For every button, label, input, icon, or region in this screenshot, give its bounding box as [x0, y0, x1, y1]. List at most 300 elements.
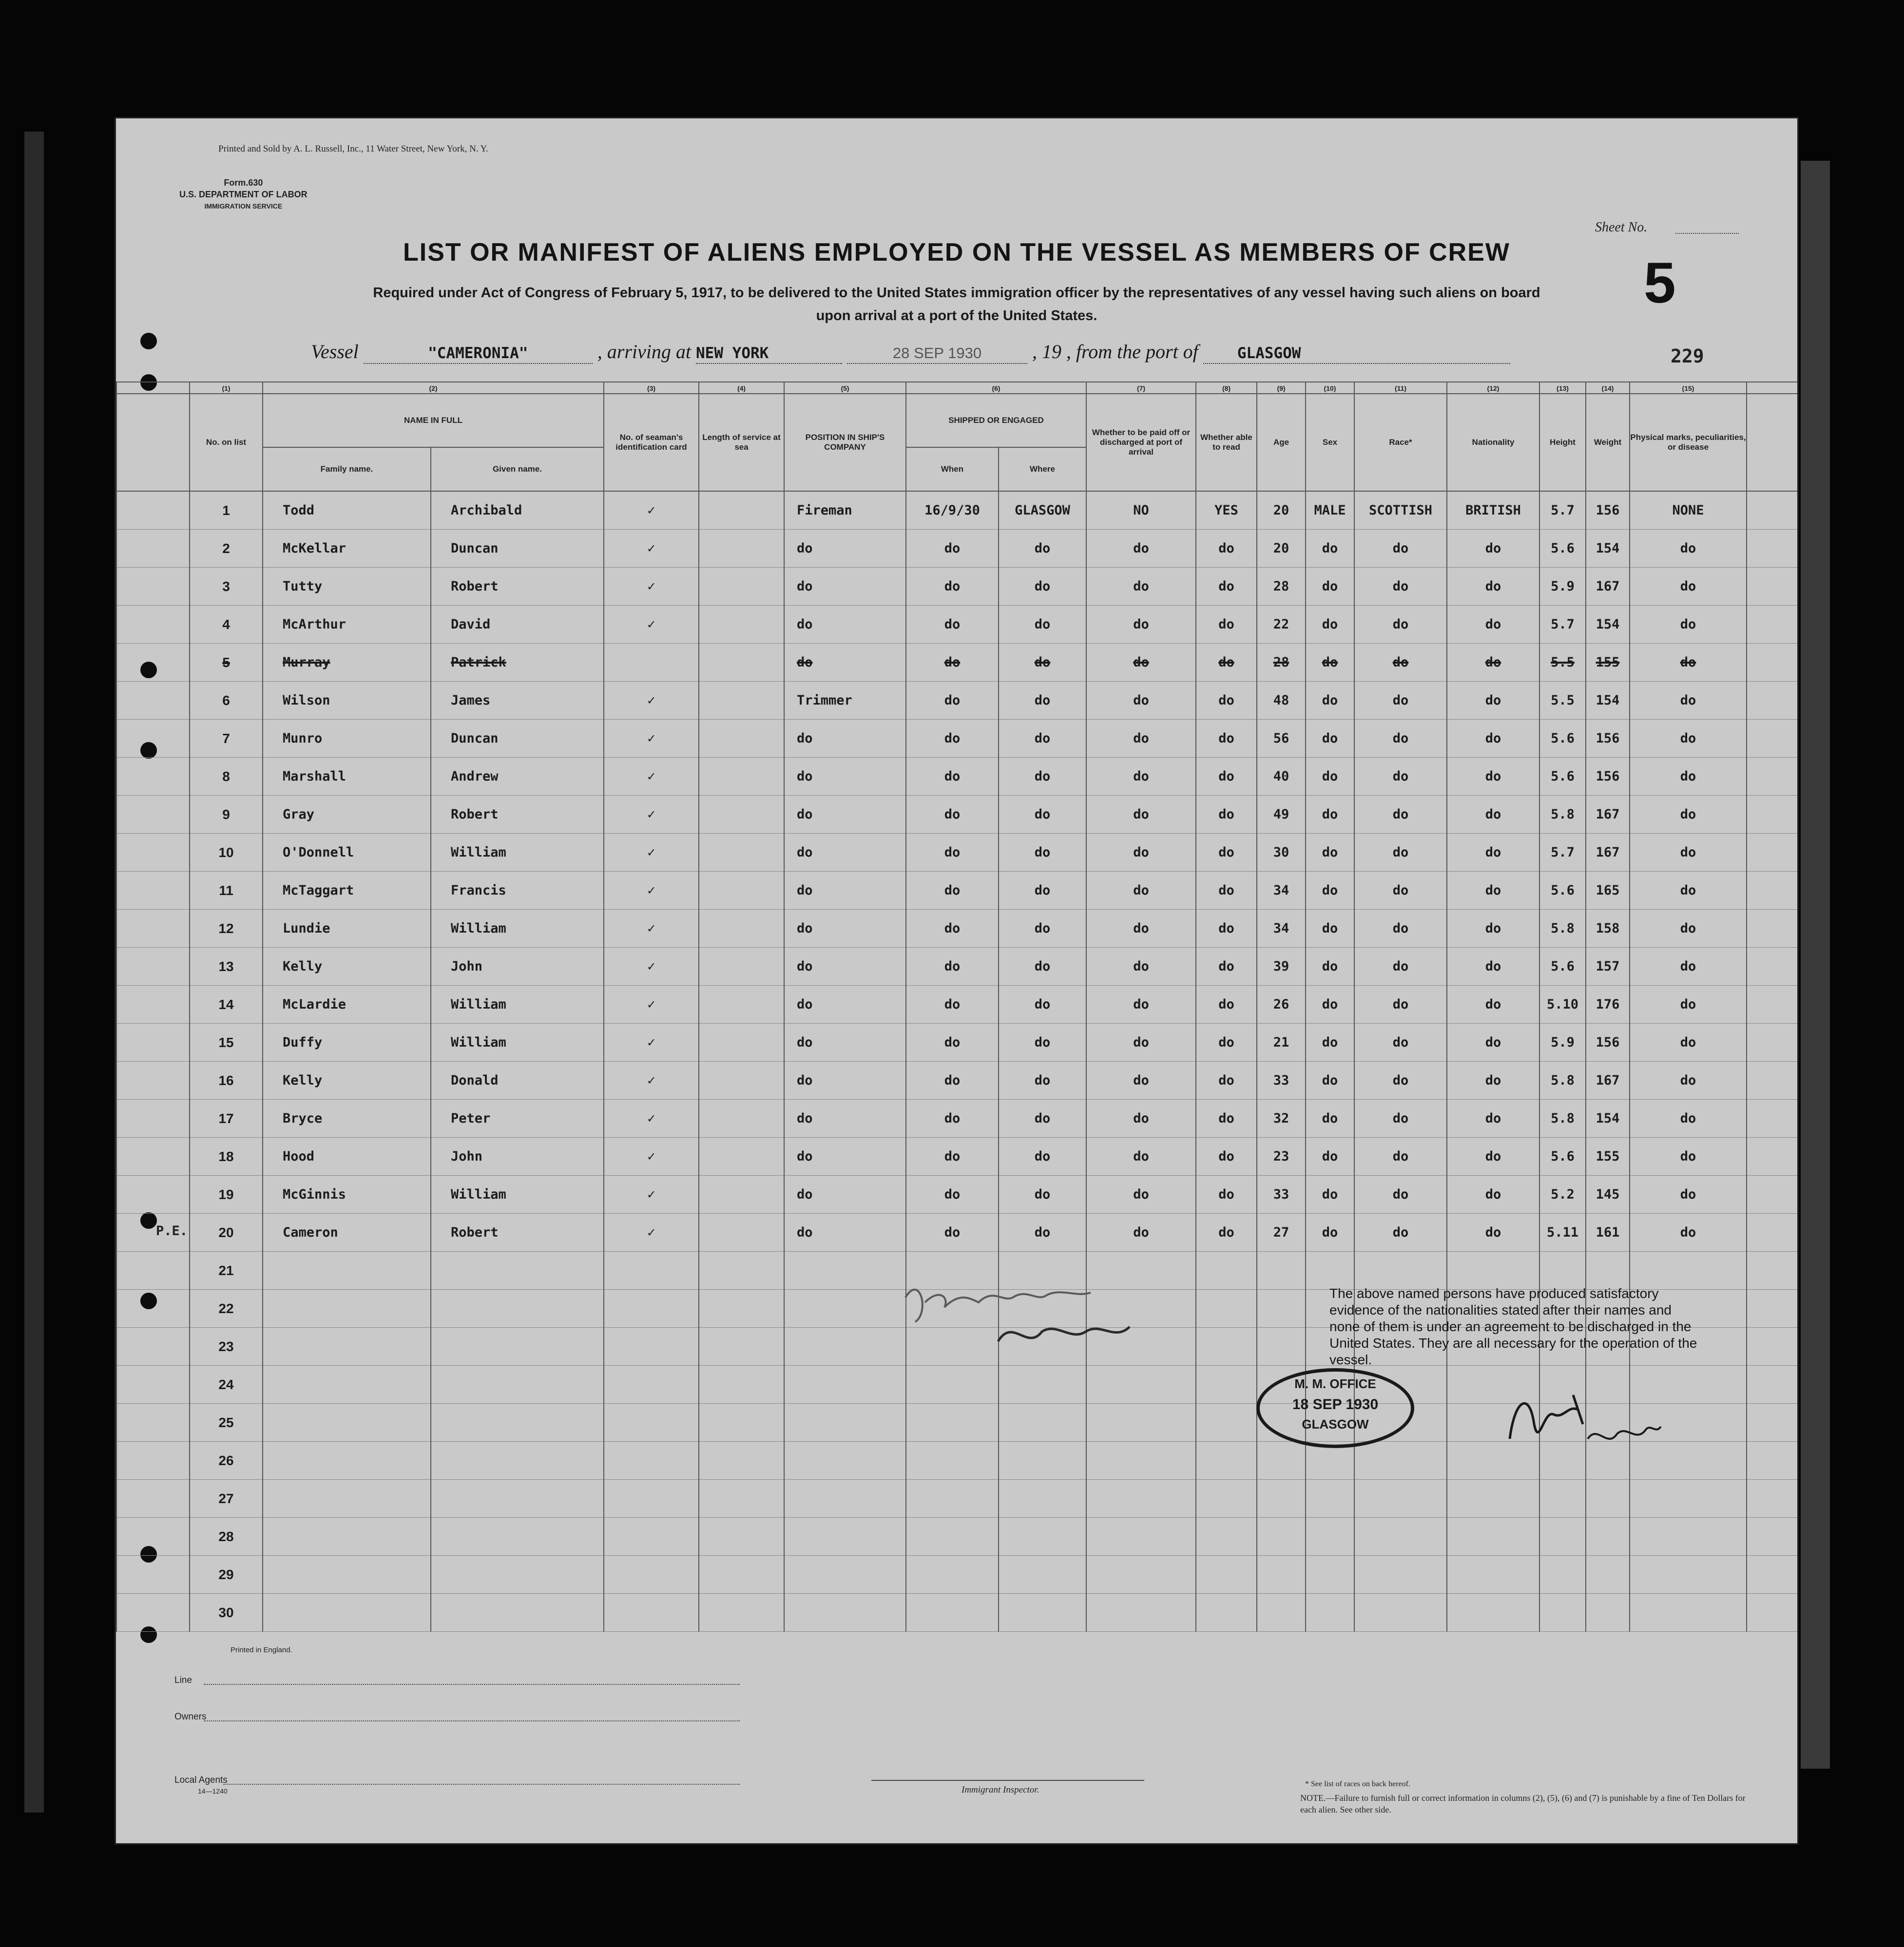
given-name-cell: Peter: [431, 1100, 604, 1138]
inspector-signature-graphic: [901, 1268, 1154, 1356]
margin-cell: [1747, 872, 1798, 910]
height-cell: 5.8: [1539, 796, 1586, 834]
family-name-cell: [263, 1442, 431, 1480]
margin-cell: [1747, 1214, 1798, 1252]
family-name-cell: Hood: [263, 1138, 431, 1176]
header-family-name: Family name.: [263, 447, 431, 491]
race-cell: SCOTTISH: [1354, 491, 1447, 530]
physical-marks-cell: do: [1630, 1024, 1747, 1062]
table-row: [116, 910, 1798, 948]
able-to-read-cell: do: [1196, 986, 1257, 1024]
position-cell: [784, 1594, 906, 1632]
agents-field: [223, 1784, 740, 1785]
shipped-where-cell: [999, 1404, 1086, 1442]
id-card-check-cell: ✓: [604, 1100, 699, 1138]
weight-cell: 158: [1586, 910, 1630, 948]
sex-cell: [1306, 1594, 1354, 1632]
row-number-cell: 9: [190, 796, 263, 834]
length-of-service-cell: [699, 1100, 784, 1138]
col-num-11: (11): [1354, 382, 1447, 394]
header-length-service: Length of service at sea: [699, 394, 784, 491]
length-of-service-cell: [699, 1024, 784, 1062]
margin-cell: [1747, 1100, 1798, 1138]
margin-cell: [1747, 1328, 1798, 1366]
id-card-check-cell: ✓: [604, 796, 699, 834]
given-name-cell: John: [431, 948, 604, 986]
weight-cell: [1586, 1252, 1630, 1290]
paid-off-cell: NO: [1086, 491, 1196, 530]
margin-cell: [116, 720, 190, 758]
paid-off-cell: do: [1086, 1062, 1196, 1100]
age-cell: 34: [1257, 872, 1306, 910]
age-cell: 40: [1257, 758, 1306, 796]
paid-off-cell: do: [1086, 682, 1196, 720]
race-cell: [1354, 1480, 1447, 1518]
header-able-read: Whether able to read: [1196, 394, 1257, 491]
margin-cell: [1747, 1556, 1798, 1594]
page-number: 229: [1671, 345, 1704, 367]
id-card-check-cell: [604, 1518, 699, 1556]
row-number-cell: 14: [190, 986, 263, 1024]
row-number-cell: 6: [190, 682, 263, 720]
id-card-check-cell: [604, 1366, 699, 1404]
header-spacer: [116, 382, 190, 394]
able-to-read-cell: do: [1196, 1024, 1257, 1062]
paid-off-cell: do: [1086, 1100, 1196, 1138]
able-to-read-cell: do: [1196, 1062, 1257, 1100]
margin-cell: [1747, 948, 1798, 986]
nationality-cell: do: [1447, 606, 1539, 644]
nationality-cell: do: [1447, 1214, 1539, 1252]
header-position: POSITION IN SHIP'S COMPANY: [784, 394, 906, 491]
family-name-cell: [263, 1556, 431, 1594]
header-shipped: SHIPPED OR ENGAGED: [906, 394, 1086, 447]
length-of-service-cell: [699, 796, 784, 834]
height-cell: 5.7: [1539, 606, 1586, 644]
pe-mark: P.E.: [156, 1223, 188, 1239]
family-name-cell: Duffy: [263, 1024, 431, 1062]
header-where: Where: [999, 447, 1086, 491]
margin-cell: [1747, 1404, 1798, 1442]
nationality-cell: do: [1447, 1138, 1539, 1176]
paid-off-cell: do: [1086, 530, 1196, 568]
margin-cell: [116, 1100, 190, 1138]
header-height: Height: [1539, 394, 1586, 491]
able-to-read-cell: YES: [1196, 491, 1257, 530]
family-name-cell: [263, 1252, 431, 1290]
race-cell: do: [1354, 682, 1447, 720]
margin-cell: [116, 644, 190, 682]
paid-off-cell: do: [1086, 1024, 1196, 1062]
department-name: U.S. DEPARTMENT OF LABOR: [179, 190, 308, 199]
length-of-service-cell: [699, 1176, 784, 1214]
margin-cell: [116, 834, 190, 872]
able-to-read-cell: do: [1196, 1138, 1257, 1176]
line-field: [204, 1684, 740, 1685]
length-of-service-cell: [699, 644, 784, 682]
given-name-cell: Andrew: [431, 758, 604, 796]
table-row: [116, 720, 1798, 758]
physical-marks-cell: do: [1630, 910, 1747, 948]
row-number-cell: 3: [190, 568, 263, 606]
race-cell: do: [1354, 834, 1447, 872]
paid-off-cell: do: [1086, 872, 1196, 910]
row-number-cell: 25: [190, 1404, 263, 1442]
row-number-cell: 21: [190, 1252, 263, 1290]
printer-imprint: Printed and Sold by A. L. Russell, Inc., 11 Water Street, New York, N. Y.: [218, 144, 488, 154]
races-note: * See list of races on back hereof.: [1305, 1780, 1410, 1788]
margin-cell: [1747, 1366, 1798, 1404]
family-name-cell: [263, 1404, 431, 1442]
manifest-sheet: [115, 117, 1799, 1845]
shipped-when-cell: do: [906, 986, 999, 1024]
family-name-cell: Murray: [263, 644, 431, 682]
shipped-where-cell: [999, 1442, 1086, 1480]
header-race: Race*: [1354, 394, 1447, 491]
margin-cell: [1747, 682, 1798, 720]
vessel-line: [311, 340, 1510, 364]
shipped-when-cell: do: [906, 948, 999, 986]
margin-cell: [1747, 720, 1798, 758]
age-cell: 49: [1257, 796, 1306, 834]
margin-cell: [116, 796, 190, 834]
sex-cell: do: [1306, 1214, 1354, 1252]
paid-off-cell: do: [1086, 1138, 1196, 1176]
physical-marks-cell: do: [1630, 1062, 1747, 1100]
paid-off-cell: do: [1086, 1214, 1196, 1252]
margin-cell: [1747, 606, 1798, 644]
family-name-cell: McGinnis: [263, 1176, 431, 1214]
nationality-cell: BRITISH: [1447, 491, 1539, 530]
position-cell: do: [784, 796, 906, 834]
able-to-read-cell: [1196, 1594, 1257, 1632]
header-no-on-list: No. on list: [190, 394, 263, 491]
row-number-cell: 8: [190, 758, 263, 796]
age-cell: 28: [1257, 568, 1306, 606]
printed-in-england: Printed in England.: [231, 1646, 292, 1654]
weight-cell: 167: [1586, 568, 1630, 606]
nationality-cell: do: [1447, 682, 1539, 720]
length-of-service-cell: [699, 758, 784, 796]
family-name-cell: Kelly: [263, 948, 431, 986]
age-cell: 26: [1257, 986, 1306, 1024]
age-cell: 33: [1257, 1062, 1306, 1100]
length-of-service-cell: [699, 1594, 784, 1632]
sex-cell: do: [1306, 1062, 1354, 1100]
physical-marks-cell: do: [1630, 758, 1747, 796]
age-cell: 27: [1257, 1214, 1306, 1252]
length-of-service-cell: [699, 948, 784, 986]
margin-cell: [1747, 1252, 1798, 1290]
length-of-service-cell: [699, 1252, 784, 1290]
col-num-8: (8): [1196, 382, 1257, 394]
arrival-date: 28 SEP 1930: [892, 344, 982, 362]
age-cell: [1257, 1442, 1306, 1480]
given-name-cell: William: [431, 834, 604, 872]
row-number-cell: 20: [190, 1214, 263, 1252]
table-row: [116, 1214, 1798, 1252]
sex-cell: [1306, 1252, 1354, 1290]
given-name-cell: [431, 1366, 604, 1404]
race-cell: do: [1354, 1138, 1447, 1176]
race-cell: do: [1354, 1100, 1447, 1138]
id-card-check-cell: ✓: [604, 948, 699, 986]
physical-marks-cell: do: [1630, 530, 1747, 568]
sex-cell: do: [1306, 1176, 1354, 1214]
height-cell: 5.9: [1539, 568, 1586, 606]
height-cell: [1539, 1556, 1586, 1594]
race-cell: do: [1354, 1024, 1447, 1062]
row-number-cell: 16: [190, 1062, 263, 1100]
age-cell: [1257, 1594, 1306, 1632]
col-num-13: (13): [1539, 382, 1586, 394]
vessel-name: "CAMERONIA": [428, 344, 528, 362]
table-row: [116, 1176, 1798, 1214]
physical-marks-cell: do: [1630, 834, 1747, 872]
given-name-cell: Duncan: [431, 720, 604, 758]
row-number-cell: 30: [190, 1594, 263, 1632]
margin-cell: [116, 1404, 190, 1442]
id-card-check-cell: ✓: [604, 1062, 699, 1100]
paid-off-cell: do: [1086, 910, 1196, 948]
race-cell: [1354, 1442, 1447, 1480]
given-name-cell: [431, 1328, 604, 1366]
margin-cell: [116, 872, 190, 910]
id-card-check-cell: [604, 1328, 699, 1366]
given-name-cell: [431, 1252, 604, 1290]
shipped-where-cell: do: [999, 644, 1086, 682]
weight-cell: 165: [1586, 872, 1630, 910]
margin-cell: [116, 1594, 190, 1632]
able-to-read-cell: [1196, 1442, 1257, 1480]
stamp-bottom: GLASGOW: [1302, 1417, 1369, 1432]
able-to-read-cell: do: [1196, 606, 1257, 644]
family-name-cell: Lundie: [263, 910, 431, 948]
sex-cell: do: [1306, 796, 1354, 834]
nationality-cell: do: [1447, 796, 1539, 834]
length-of-service-cell: [699, 568, 784, 606]
id-card-check-cell: ✓: [604, 1176, 699, 1214]
weight-cell: 157: [1586, 948, 1630, 986]
nationality-cell: do: [1447, 758, 1539, 796]
arriving-label: , arriving at: [597, 341, 691, 363]
table-row: [116, 872, 1798, 910]
shipped-where-cell: [999, 1556, 1086, 1594]
physical-marks-cell: do: [1630, 1214, 1747, 1252]
margin-cell: [116, 568, 190, 606]
position-cell: do: [784, 834, 906, 872]
sex-cell: do: [1306, 606, 1354, 644]
row-number-cell: 29: [190, 1556, 263, 1594]
header-id-card: No. of seaman's identification card: [604, 394, 699, 491]
weight-cell: 154: [1586, 606, 1630, 644]
margin-cell: [1747, 986, 1798, 1024]
shipped-when-cell: [906, 1480, 999, 1518]
family-name-cell: McTaggart: [263, 872, 431, 910]
given-name-cell: [431, 1518, 604, 1556]
shipped-when-cell: do: [906, 1062, 999, 1100]
family-name-cell: [263, 1328, 431, 1366]
margin-cell: [1747, 796, 1798, 834]
id-card-check-cell: ✓: [604, 530, 699, 568]
family-name-cell: Munro: [263, 720, 431, 758]
margin-cell: [1747, 1518, 1798, 1556]
row-number-cell: 24: [190, 1366, 263, 1404]
shipped-when-cell: do: [906, 1138, 999, 1176]
height-cell: 5.10: [1539, 986, 1586, 1024]
given-name-cell: Robert: [431, 568, 604, 606]
able-to-read-cell: [1196, 1252, 1257, 1290]
penalty-note: NOTE.—Failure to furnish full or correct information in columns (2), (5), (6) and (7) is punishable by a fine of Ten Dollars for each alien. See other side.: [1300, 1793, 1746, 1814]
margin-cell: [116, 1138, 190, 1176]
family-name-cell: [263, 1594, 431, 1632]
table-row: [116, 530, 1798, 568]
margin-cell: [1747, 758, 1798, 796]
id-card-check-cell: ✓: [604, 682, 699, 720]
length-of-service-cell: [699, 834, 784, 872]
given-name-cell: [431, 1290, 604, 1328]
sex-cell: MALE: [1306, 491, 1354, 530]
id-card-check-cell: ✓: [604, 1024, 699, 1062]
family-name-cell: Wilson: [263, 682, 431, 720]
able-to-read-cell: do: [1196, 720, 1257, 758]
sex-cell: do: [1306, 720, 1354, 758]
shipped-when-cell: 16/9/30: [906, 491, 999, 530]
race-cell: do: [1354, 568, 1447, 606]
row-number-cell: 2: [190, 530, 263, 568]
margin-cell: [116, 1328, 190, 1366]
owners-field: [204, 1720, 740, 1721]
age-cell: 34: [1257, 910, 1306, 948]
nationality-cell: [1447, 1252, 1539, 1290]
able-to-read-cell: do: [1196, 1100, 1257, 1138]
length-of-service-cell: [699, 1442, 784, 1480]
weight-cell: 154: [1586, 530, 1630, 568]
margin-cell: [1747, 1176, 1798, 1214]
paid-off-cell: do: [1086, 606, 1196, 644]
weight-cell: 167: [1586, 1062, 1630, 1100]
table-row: [116, 1556, 1798, 1594]
margin-cell: [116, 1252, 190, 1290]
id-card-check-cell: ✓: [604, 1138, 699, 1176]
able-to-read-cell: do: [1196, 568, 1257, 606]
able-to-read-cell: do: [1196, 530, 1257, 568]
able-to-read-cell: do: [1196, 1176, 1257, 1214]
age-cell: 56: [1257, 720, 1306, 758]
able-to-read-cell: do: [1196, 758, 1257, 796]
given-name-cell: William: [431, 1024, 604, 1062]
family-name-cell: Bryce: [263, 1100, 431, 1138]
paid-off-cell: do: [1086, 986, 1196, 1024]
height-cell: 5.6: [1539, 1138, 1586, 1176]
shipped-where-cell: do: [999, 1024, 1086, 1062]
given-name-cell: Donald: [431, 1062, 604, 1100]
age-cell: 21: [1257, 1024, 1306, 1062]
id-card-check-cell: [604, 1556, 699, 1594]
shipped-where-cell: do: [999, 834, 1086, 872]
table-row: [116, 491, 1798, 530]
row-number-cell: 10: [190, 834, 263, 872]
sex-cell: [1306, 1480, 1354, 1518]
film-edge-right: [1801, 161, 1830, 1769]
given-name-cell: William: [431, 910, 604, 948]
inspector-signature: [901, 1268, 1154, 1358]
race-cell: [1354, 1518, 1447, 1556]
col-num-9: (9): [1257, 382, 1306, 394]
position-cell: [784, 1518, 906, 1556]
margin-cell: [1747, 834, 1798, 872]
line-label: Line: [174, 1675, 192, 1685]
margin-cell: [1747, 530, 1798, 568]
family-name-cell: [263, 1518, 431, 1556]
nationality-cell: [1447, 1518, 1539, 1556]
able-to-read-cell: [1196, 1328, 1257, 1366]
physical-marks-cell: do: [1630, 1176, 1747, 1214]
margin-cell: [1747, 1138, 1798, 1176]
physical-marks-cell: do: [1630, 796, 1747, 834]
table-row: [116, 796, 1798, 834]
age-cell: [1257, 1252, 1306, 1290]
id-card-check-cell: [604, 1252, 699, 1290]
family-name-cell: O'Donnell: [263, 834, 431, 872]
shipped-when-cell: do: [906, 872, 999, 910]
shipped-when-cell: do: [906, 1024, 999, 1062]
height-cell: 5.6: [1539, 758, 1586, 796]
length-of-service-cell: [699, 1290, 784, 1328]
shipped-when-cell: [906, 1594, 999, 1632]
height-cell: 5.11: [1539, 1214, 1586, 1252]
able-to-read-cell: do: [1196, 796, 1257, 834]
nationality-cell: do: [1447, 644, 1539, 682]
able-to-read-cell: [1196, 1366, 1257, 1404]
sex-cell: do: [1306, 986, 1354, 1024]
family-name-cell: [263, 1290, 431, 1328]
year-label: , 19: [1032, 341, 1061, 363]
height-cell: 5.6: [1539, 720, 1586, 758]
col-num-10: (10): [1306, 382, 1354, 394]
position-cell: Fireman: [784, 491, 906, 530]
row-number-cell: 22: [190, 1290, 263, 1328]
family-name-cell: Cameron: [263, 1214, 431, 1252]
shipped-when-cell: [906, 1518, 999, 1556]
margin-cell: [116, 682, 190, 720]
table-row: [116, 948, 1798, 986]
id-card-check-cell: ✓: [604, 568, 699, 606]
table-row: [116, 1138, 1798, 1176]
stamp-date: 18 SEP 1930: [1292, 1396, 1379, 1413]
margin-cell: [1747, 491, 1798, 530]
paid-off-cell: [1086, 1404, 1196, 1442]
height-cell: [1539, 1252, 1586, 1290]
position-cell: do: [784, 872, 906, 910]
given-name-cell: [431, 1480, 604, 1518]
shipped-when-cell: do: [906, 682, 999, 720]
shipped-when-cell: do: [906, 644, 999, 682]
paid-off-cell: [1086, 1480, 1196, 1518]
nationality-cell: [1447, 1480, 1539, 1518]
nationality-cell: do: [1447, 986, 1539, 1024]
nationality-cell: do: [1447, 530, 1539, 568]
height-cell: 5.6: [1539, 530, 1586, 568]
shipped-when-cell: do: [906, 910, 999, 948]
nationality-cell: do: [1447, 872, 1539, 910]
position-cell: do: [784, 1062, 906, 1100]
length-of-service-cell: [699, 1366, 784, 1404]
length-of-service-cell: [699, 1214, 784, 1252]
length-of-service-cell: [699, 986, 784, 1024]
height-cell: 5.7: [1539, 491, 1586, 530]
height-cell: 5.8: [1539, 910, 1586, 948]
